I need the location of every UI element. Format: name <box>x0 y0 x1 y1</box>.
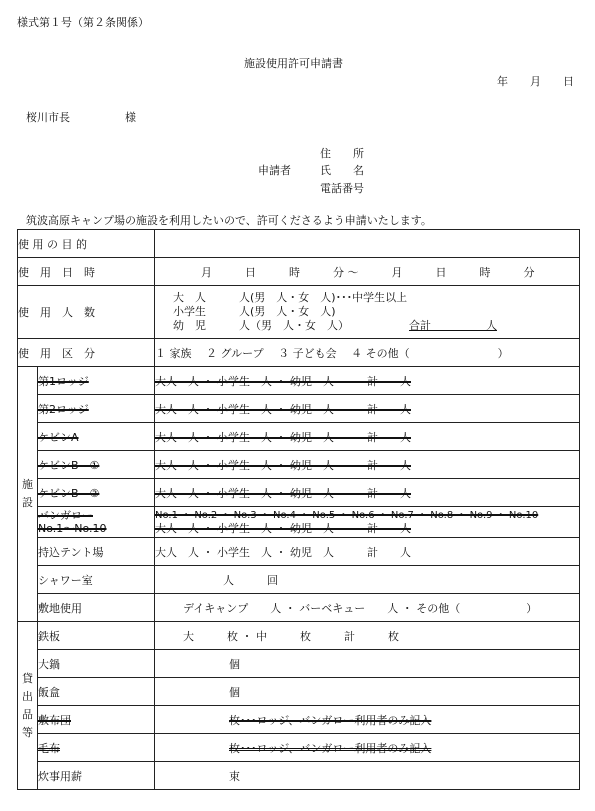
facility-bungalow-field[interactable] <box>155 507 580 538</box>
facility-tent-field[interactable]: 大人 人 ・ 小学生 人 ・ 幼児 人 計 人 <box>155 538 580 566</box>
facility-cabin-b1-label: ケビンB－① <box>38 451 155 479</box>
people-line-adult: 大 人 人(男 人・女 人)･･･中学生以上 <box>173 291 408 304</box>
facility-cabin-b1-field[interactable]: 大人 人 ・ 小学生 人 ・ 幼児 人 計 人 <box>155 451 580 479</box>
rental-pot-field[interactable]: 個 <box>155 650 580 678</box>
rental-blanket-label: 毛布 <box>38 734 155 762</box>
application-table <box>17 229 580 790</box>
people-line-elementary: 小学生 人(男 人・女 人) <box>173 305 336 318</box>
datetime-label: 使 用 日 時 <box>18 258 155 286</box>
rental-row <box>18 622 580 650</box>
applicant-label: 申請者 <box>258 164 291 177</box>
rental-row <box>18 762 580 790</box>
facility-bungalow-label <box>38 507 155 538</box>
rental-row <box>18 678 580 706</box>
rental-iron-plate-field[interactable]: 大 枚 ・ 中 枚 計 枚 <box>155 622 580 650</box>
facility-site-label: 敷地使用 <box>38 594 155 622</box>
datetime-row <box>18 258 580 286</box>
date-field: 年 月 日 <box>497 75 574 88</box>
form-number: 様式第１号（第２条関係） <box>17 16 149 29</box>
category-options[interactable]: １ 家族 ２ グループ ３ 子ども会 ４ その他（ ） <box>155 339 580 367</box>
rental-hango-label: 飯盒 <box>38 678 155 706</box>
rental-pot-label: 大鍋 <box>38 650 155 678</box>
facility-row <box>18 451 580 479</box>
rental-iron-plate-label: 鉄板 <box>38 622 155 650</box>
datetime-field[interactable]: 月 日 時 分 ～ 月 日 時 分 <box>155 258 580 286</box>
rental-blanket-field[interactable]: 枚･･･ロッジ、バンガロー利用者のみ記入 <box>155 734 580 762</box>
facility-row <box>18 367 580 395</box>
facility-lodge-1-field[interactable]: 大人 人 ・ 小学生 人 ・ 幼児 人 計 人 <box>155 367 580 395</box>
facility-cabin-a-field[interactable]: 大人 人 ・ 小学生 人 ・ 幼児 人 計 人 <box>155 423 580 451</box>
bungalow-label-1: バンガロー <box>38 509 93 522</box>
purpose-field[interactable] <box>155 230 580 258</box>
facility-row <box>18 594 580 622</box>
facility-row <box>18 395 580 423</box>
bungalow-numbers: No.1 ・ No.2 ・ No.3 ・ No.4 ・ No.5 ・ No.6 ・ No.7 ・ No.8 ・ No.9 ・ No.10 <box>155 510 539 521</box>
facility-row <box>18 538 580 566</box>
facility-lodge-1-label: 第1ロッジ <box>38 367 155 395</box>
people-field[interactable] <box>155 286 580 339</box>
rental-firewood-field[interactable]: 束 <box>155 762 580 790</box>
facility-row <box>18 507 580 538</box>
rental-group-char: 等 <box>22 725 33 739</box>
facility-row <box>18 479 580 507</box>
rental-group-char: 出 <box>22 689 33 703</box>
people-line-infant-text: 幼 児 人（男 人・女 人） <box>173 319 349 332</box>
rental-row <box>18 650 580 678</box>
people-line-infant <box>173 319 579 333</box>
address-label: 住 所 <box>320 147 364 160</box>
bungalow-people: 大人 人 ・ 小学生 人 ・ 幼児 人 計 人 <box>155 522 411 535</box>
facility-site-field[interactable]: デイキャンプ 人 ・ バーベキュー 人 ・ その他（ ） <box>155 594 580 622</box>
facility-cabin-b2-field[interactable]: 大人 人 ・ 小学生 人 ・ 幼児 人 計 人 <box>155 479 580 507</box>
rental-futon-label: 敷布団 <box>38 706 155 734</box>
facility-shower-label: シャワー室 <box>38 566 155 594</box>
rental-hango-field[interactable]: 個 <box>155 678 580 706</box>
rental-row <box>18 706 580 734</box>
facility-row <box>18 566 580 594</box>
purpose-label: 使 用 の 目 的 <box>18 230 155 258</box>
purpose-row <box>18 230 580 258</box>
rental-firewood-label: 炊事用薪 <box>38 762 155 790</box>
rental-row <box>18 734 580 762</box>
people-label: 使 用 人 数 <box>18 286 155 339</box>
facility-row <box>18 423 580 451</box>
category-row <box>18 339 580 367</box>
facility-lodge-2-label: 第2ロッジ <box>38 395 155 423</box>
intro-text: 筑波高原キャンプ場の施設を利用したいので、許可くださるよう申請いたします。 <box>26 214 432 227</box>
bungalow-label-2: No.1～No.10 <box>38 522 107 535</box>
addressee: 桜川市長 様 <box>26 111 136 124</box>
rental-futon-field[interactable]: 枚･･･ロッジ、バンガロー利用者のみ記入 <box>155 706 580 734</box>
facility-shower-field[interactable]: 人 回 <box>155 566 580 594</box>
rental-group-label <box>18 622 38 790</box>
facility-tent-label: 持込テント場 <box>38 538 155 566</box>
facility-lodge-2-field[interactable]: 大人 人 ・ 小学生 人 ・ 幼児 人 計 人 <box>155 395 580 423</box>
facility-cabin-b2-label: ケビンB－② <box>38 479 155 507</box>
people-row <box>18 286 580 339</box>
form-title: 施設使用許可申請書 <box>244 57 343 70</box>
rental-group-char: 貸 <box>22 671 33 685</box>
rental-group-char: 品 <box>22 707 33 721</box>
facility-cabin-a-label: ケビンA <box>38 423 155 451</box>
phone-label: 電話番号 <box>320 182 364 195</box>
name-label: 氏 名 <box>320 164 364 177</box>
facility-group-label: 施設 <box>18 367 38 622</box>
people-total: 合計 人 <box>409 319 497 332</box>
category-label: 使 用 区 分 <box>18 339 155 367</box>
